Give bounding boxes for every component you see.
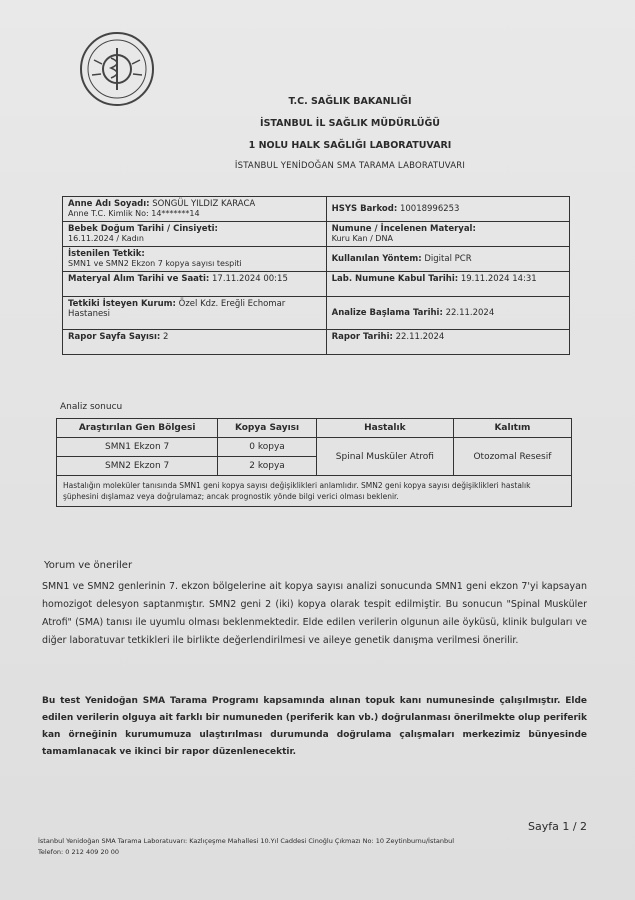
footer-address: İstanbul Yenidoğan SMA Tarama Laboratuvarı: Kazlıçeşme Mahallesi 10.Yıl Caddesi Cinoğlu Çıkmazı No: 10 Zeytinburnu/İstanbul bbox=[38, 837, 455, 845]
result-note: Hastalığın moleküler tanısında SMN1 geni kopya sayısı değişiklikleri anlamlıdır. SMN2 geni kopya sayısı değişiklikleri hastalık şüphesini dışlamaz veya doğrulamaz; ancak prognostik yönde bilgi verici olması beklenir. bbox=[57, 476, 572, 507]
result-header-inheritance: Kalıtım bbox=[453, 419, 571, 438]
mother-value: SONGÜL YILDIZ KARACA bbox=[152, 199, 256, 209]
accept-value: 19.11.2024 14:31 bbox=[460, 274, 537, 284]
report-date-label: Rapor Tarihi: bbox=[331, 332, 393, 342]
sample-value: Kuru Kan / DNA bbox=[331, 234, 393, 243]
pages-value: 2 bbox=[163, 332, 169, 342]
result-title: Analiz sonucu bbox=[60, 402, 123, 412]
table-row bbox=[57, 438, 572, 457]
gene-cell: SMN1 Ekzon 7 bbox=[57, 438, 218, 457]
comments-title: Yorum ve öneriler bbox=[44, 560, 133, 571]
baby-value: 16.11.2024 / Kadın bbox=[68, 234, 144, 243]
baby-label: Bebek Doğum Tarihi / Cinsiyeti: bbox=[68, 224, 218, 234]
patient-info-table bbox=[62, 196, 570, 355]
copies-cell: 2 kopya bbox=[218, 457, 317, 476]
method-value: Digital PCR bbox=[424, 254, 472, 264]
result-table bbox=[56, 418, 572, 507]
requester-label: Tetkiki İsteyen Kurum: bbox=[68, 299, 176, 309]
analysis-start-value: 22.11.2024 bbox=[445, 308, 495, 318]
sublab-title: İSTANBUL YENİDOĞAN SMA TARAMA LABORATUVARI bbox=[234, 161, 466, 171]
sample-label: Numune / İncelenen Materyal: bbox=[331, 224, 476, 234]
lab-title: 1 NOLU HALK SAĞLIĞI LABORATUVARI bbox=[248, 140, 452, 151]
test-label: İstenilen Tetkik: bbox=[68, 249, 145, 259]
comments-paragraph: SMN1 ve SMN2 genlerinin 7. ekzon bölgelerine ait kopya sayısı analizi sonucunda SMN1 geni ekzon 7'yi kapsayan homozigot delesyon saptanmıştır. SMN2 geni 2 (iki) kopya olarak tespit edilmiştir. Bu sonucun "Spinal Musküler Atrofi" (SMA) tanısı ile uyumlu olması beklenmektedir. Elde edilen verilerin olgunun aile öyküsü, klinik bulguları ve diğer laboratuvar tetkikleri ile birlikte değerlendirilmesi ve aileye genetik danışma verilmesi önerilir. bbox=[42, 581, 587, 646]
collect-value: 17.11.2024 00:15 bbox=[212, 274, 288, 284]
requester-value: Özel Kdz. Ereğli Echomar Hastanesi bbox=[68, 299, 286, 319]
inheritance-cell: Otozomal Resesif bbox=[453, 438, 571, 476]
result-header-gene: Araştırılan Gen Bölgesi bbox=[57, 419, 218, 438]
collect-label: Materyal Alım Tarihi ve Saati: bbox=[68, 274, 210, 284]
accept-label: Lab. Numune Kabul Tarihi: bbox=[331, 274, 459, 284]
directorate-title: İSTANBUL İL SAĞLIK MÜDÜRLÜĞÜ bbox=[260, 118, 440, 129]
analysis-start-label: Analize Başlama Tarihi: bbox=[331, 308, 443, 318]
report-date-value: 22.11.2024 bbox=[395, 332, 445, 342]
pages-label: Rapor Sayfa Sayısı: bbox=[68, 332, 161, 342]
page-number: Sayfa 1 / 2 bbox=[528, 820, 588, 833]
hsys-value: 10018996253 bbox=[399, 204, 460, 214]
copies-cell: 0 kopya bbox=[218, 438, 317, 457]
mother-id-value: 14*******14 bbox=[151, 209, 200, 218]
test-value: SMN1 ve SMN2 Ekzon 7 kopya sayısı tespiti bbox=[68, 259, 242, 268]
result-header-copies: Kopya Sayısı bbox=[218, 419, 317, 438]
method-label: Kullanılan Yöntem: bbox=[331, 254, 422, 264]
mother-label: Anne Adı Soyadı: bbox=[68, 199, 150, 209]
gene-cell: SMN2 Ekzon 7 bbox=[57, 457, 218, 476]
hsys-label: HSYS Barkod: bbox=[331, 204, 398, 214]
mother-id-label: Anne T.C. Kimlik No: bbox=[68, 209, 149, 218]
footer-phone: Telefon: 0 212 409 20 00 bbox=[38, 848, 120, 856]
program-note-paragraph: Bu test Yenidoğan SMA Tarama Programı kapsamında alınan topuk kanı numunesinde çalışılmıştır. Elde edilen verilerin olguya ait farklı bir numuneden (periferik kan vb.) doğrulanması önerilmekte olup periferik kan örneğinin kurumumuza ulaştırılması durumunda doğrulama çalışmaları merkezimiz bünyesinde tamamlanacak ve ikinci bir rapor düzenlenecektir. bbox=[42, 696, 587, 757]
disease-cell: Spinal Musküler Atrofi bbox=[316, 438, 453, 476]
result-header-disease: Hastalık bbox=[316, 419, 453, 438]
ministry-title: T.C. SAĞLIK BAKANLIĞI bbox=[288, 96, 412, 107]
ministry-seal-icon bbox=[78, 30, 156, 108]
